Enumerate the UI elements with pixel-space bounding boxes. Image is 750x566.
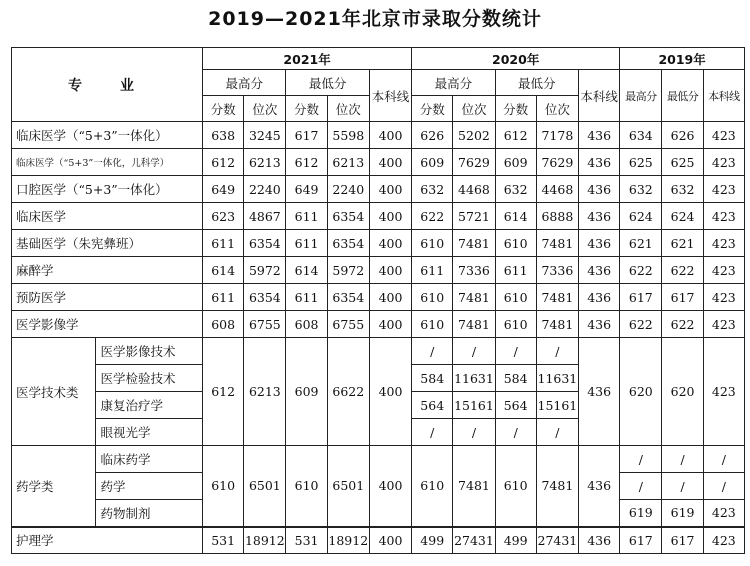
cell: / <box>536 338 578 365</box>
major-name: 基础医学（朱宪彝班） <box>12 230 203 257</box>
header-min-2021: 最低分 <box>286 70 369 96</box>
cell: 6213 <box>244 149 286 176</box>
header-max-2020: 最高分 <box>412 70 495 96</box>
cell: 612 <box>495 122 536 149</box>
cell: 7629 <box>453 149 495 176</box>
cell: / <box>662 473 703 500</box>
cell: 5972 <box>244 257 286 284</box>
cell: 617 <box>286 122 327 149</box>
major-name: 口腔医学（“5+3”一体化） <box>12 176 203 203</box>
cell: 423 <box>703 122 744 149</box>
cell: 436 <box>579 122 620 149</box>
sub-name: 医学影像技术 <box>96 338 203 365</box>
header-rank: 位次 <box>327 96 369 122</box>
header-line-2019: 本科线 <box>703 70 744 122</box>
cell: 608 <box>203 311 244 338</box>
cell: 400 <box>369 338 411 446</box>
cell: 622 <box>662 257 703 284</box>
cell: 7336 <box>453 257 495 284</box>
cell: 622 <box>662 311 703 338</box>
cell: 610 <box>286 446 327 527</box>
cell: 611 <box>286 284 327 311</box>
cell: 6213 <box>244 338 286 446</box>
cell: 624 <box>620 203 662 230</box>
cell: 18912 <box>327 527 369 554</box>
header-year-2019: 2019年 <box>620 48 745 70</box>
header-score: 分数 <box>495 96 536 122</box>
cell: 423 <box>703 311 744 338</box>
cell: 6755 <box>244 311 286 338</box>
cell: 2240 <box>327 176 369 203</box>
header-min-2020: 最低分 <box>495 70 578 96</box>
cell: 632 <box>495 176 536 203</box>
cell: 614 <box>286 257 327 284</box>
sub-name: 药物制剂 <box>96 500 203 527</box>
cell: 611 <box>203 230 244 257</box>
cell: 400 <box>369 284 411 311</box>
cell: / <box>453 338 495 365</box>
cell: 436 <box>579 230 620 257</box>
header-rank: 位次 <box>536 96 578 122</box>
cell: 6354 <box>327 284 369 311</box>
major-name: 预防医学 <box>12 284 203 311</box>
cell: 564 <box>412 392 453 419</box>
sub-name: 临床药学 <box>96 446 203 473</box>
major-name: 临床医学（“5+3”一体化，儿科学） <box>12 149 203 176</box>
header-score: 分数 <box>286 96 327 122</box>
cell: / <box>412 338 453 365</box>
table-row <box>12 257 745 284</box>
cell: 2240 <box>244 176 286 203</box>
header-max-2021: 最高分 <box>203 70 286 96</box>
cell: 564 <box>495 392 536 419</box>
cell: 610 <box>495 311 536 338</box>
cell: 620 <box>620 338 662 446</box>
cell: 7629 <box>536 149 578 176</box>
cell: 621 <box>662 230 703 257</box>
table-row <box>12 230 745 257</box>
cell: 610 <box>412 230 453 257</box>
cell: 6354 <box>327 203 369 230</box>
cell: 632 <box>662 176 703 203</box>
cell: / <box>703 473 744 500</box>
cell: / <box>662 446 703 473</box>
cell: 620 <box>662 338 703 446</box>
cell: 15161 <box>536 392 578 419</box>
cell: 610 <box>203 446 244 527</box>
cell: 610 <box>412 311 453 338</box>
cell: 6501 <box>244 446 286 527</box>
header-line-2020: 本科线 <box>579 70 620 122</box>
cell: 400 <box>369 149 411 176</box>
cell: 612 <box>203 149 244 176</box>
cell: 423 <box>703 527 744 554</box>
cell: 436 <box>579 257 620 284</box>
cell: 400 <box>369 446 411 527</box>
cell: 7481 <box>453 284 495 311</box>
cell: 423 <box>703 149 744 176</box>
cell: 436 <box>579 338 620 446</box>
sub-name: 药学 <box>96 473 203 500</box>
cell: 584 <box>495 365 536 392</box>
cell: 15161 <box>453 392 495 419</box>
cell: 531 <box>286 527 327 554</box>
table-row <box>12 527 745 554</box>
cell: 6501 <box>327 446 369 527</box>
major-name: 麻醉学 <box>12 257 203 284</box>
cell: 5972 <box>327 257 369 284</box>
cell: 3245 <box>244 122 286 149</box>
cell: 622 <box>412 203 453 230</box>
cell: 11631 <box>536 365 578 392</box>
cell: 611 <box>412 257 453 284</box>
cell: 617 <box>662 527 703 554</box>
cell: 436 <box>579 176 620 203</box>
cell: 617 <box>620 527 662 554</box>
sub-name: 医学检验技术 <box>96 365 203 392</box>
cell: / <box>620 446 662 473</box>
cell: 7481 <box>536 284 578 311</box>
cell: 625 <box>662 149 703 176</box>
cell: 4867 <box>244 203 286 230</box>
header-max-2019: 最高分 <box>620 70 662 122</box>
cell: / <box>412 419 453 446</box>
page-title: 2019—2021年北京市录取分数统计 <box>208 8 542 30</box>
cell: 400 <box>369 122 411 149</box>
header-min-2019: 最低分 <box>662 70 703 122</box>
cell: 612 <box>203 338 244 446</box>
cell: 4468 <box>453 176 495 203</box>
cell: 623 <box>203 203 244 230</box>
cell: 632 <box>620 176 662 203</box>
cell: 531 <box>203 527 244 554</box>
cell: 608 <box>286 311 327 338</box>
cell: 624 <box>662 203 703 230</box>
sub-name: 康复治疗学 <box>96 392 203 419</box>
cell: 423 <box>703 257 744 284</box>
major-name: 医学影像学 <box>12 311 203 338</box>
cell: 423 <box>703 284 744 311</box>
cell: 611 <box>286 203 327 230</box>
cell: 5202 <box>453 122 495 149</box>
cell: 400 <box>369 257 411 284</box>
cell: 7481 <box>453 230 495 257</box>
cell: 617 <box>620 284 662 311</box>
cell: 638 <box>203 122 244 149</box>
table-row <box>12 122 745 149</box>
cell: / <box>495 338 536 365</box>
header-rank: 位次 <box>244 96 286 122</box>
cell: 6354 <box>244 230 286 257</box>
header-major: 专 业 <box>12 48 203 122</box>
cell: 611 <box>495 257 536 284</box>
cell: 614 <box>495 203 536 230</box>
table-row <box>12 284 745 311</box>
cell: 619 <box>662 500 703 527</box>
cell: 18912 <box>244 527 286 554</box>
cell: 423 <box>703 500 744 527</box>
cell: 621 <box>620 230 662 257</box>
group-name: 药学类 <box>12 446 96 527</box>
table-row <box>12 203 745 230</box>
cell: 5598 <box>327 122 369 149</box>
cell: 7481 <box>536 230 578 257</box>
cell: 611 <box>286 230 327 257</box>
cell: 6622 <box>327 338 369 446</box>
cell: 423 <box>703 203 744 230</box>
table-row <box>12 446 745 473</box>
cell: 584 <box>412 365 453 392</box>
cell: 436 <box>579 149 620 176</box>
cell: / <box>453 419 495 446</box>
major-name: 护理学 <box>12 527 203 554</box>
cell: 611 <box>203 284 244 311</box>
cell: 610 <box>412 284 453 311</box>
major-name: 临床医学 <box>12 203 203 230</box>
cell: 609 <box>412 149 453 176</box>
table-row <box>12 149 745 176</box>
cell: 610 <box>495 230 536 257</box>
cell: 6354 <box>327 230 369 257</box>
cell: 400 <box>369 203 411 230</box>
cell: 400 <box>369 311 411 338</box>
cell: 400 <box>369 230 411 257</box>
cell: 610 <box>495 446 536 527</box>
cell: 6888 <box>536 203 578 230</box>
table-row <box>12 311 745 338</box>
cell: 400 <box>369 527 411 554</box>
cell: 7481 <box>453 446 495 527</box>
cell: 436 <box>579 203 620 230</box>
cell: 423 <box>703 338 744 446</box>
cell: 626 <box>662 122 703 149</box>
cell: 436 <box>579 446 620 527</box>
header-rank: 位次 <box>453 96 495 122</box>
cell: 622 <box>620 311 662 338</box>
cell: 7178 <box>536 122 578 149</box>
cell: 6213 <box>327 149 369 176</box>
cell: 11631 <box>453 365 495 392</box>
cell: 609 <box>495 149 536 176</box>
cell: 27431 <box>453 527 495 554</box>
cell: 6755 <box>327 311 369 338</box>
header-year-2020: 2020年 <box>412 48 620 70</box>
cell: 4468 <box>536 176 578 203</box>
table-row <box>12 338 745 365</box>
cell: 436 <box>579 527 620 554</box>
cell: 436 <box>579 284 620 311</box>
header-year-2021: 2021年 <box>203 48 412 70</box>
score-table <box>11 47 745 554</box>
cell: 423 <box>703 176 744 203</box>
header-score: 分数 <box>412 96 453 122</box>
cell: 632 <box>412 176 453 203</box>
header-score: 分数 <box>203 96 244 122</box>
cell: 649 <box>203 176 244 203</box>
cell: 610 <box>495 284 536 311</box>
cell: 612 <box>286 149 327 176</box>
table-row <box>12 176 745 203</box>
cell: 27431 <box>536 527 578 554</box>
cell: / <box>495 419 536 446</box>
cell: 499 <box>412 527 453 554</box>
group-name: 医学技术类 <box>12 338 96 446</box>
cell: / <box>536 419 578 446</box>
cell: 5721 <box>453 203 495 230</box>
cell: 625 <box>620 149 662 176</box>
cell: 6354 <box>244 284 286 311</box>
cell: 423 <box>703 230 744 257</box>
cell: 400 <box>369 176 411 203</box>
major-name: 临床医学（“5+3”一体化） <box>12 122 203 149</box>
sub-name: 眼视光学 <box>96 419 203 446</box>
cell: 619 <box>620 500 662 527</box>
cell: 649 <box>286 176 327 203</box>
cell: 7481 <box>536 446 578 527</box>
cell: 622 <box>620 257 662 284</box>
cell: / <box>703 446 744 473</box>
cell: 634 <box>620 122 662 149</box>
cell: / <box>620 473 662 500</box>
cell: 499 <box>495 527 536 554</box>
cell: 7336 <box>536 257 578 284</box>
cell: 609 <box>286 338 327 446</box>
cell: 7481 <box>536 311 578 338</box>
cell: 626 <box>412 122 453 149</box>
header-line-2021: 本科线 <box>369 70 411 122</box>
cell: 436 <box>579 311 620 338</box>
cell: 617 <box>662 284 703 311</box>
cell: 614 <box>203 257 244 284</box>
cell: 7481 <box>453 311 495 338</box>
cell: 610 <box>412 446 453 527</box>
